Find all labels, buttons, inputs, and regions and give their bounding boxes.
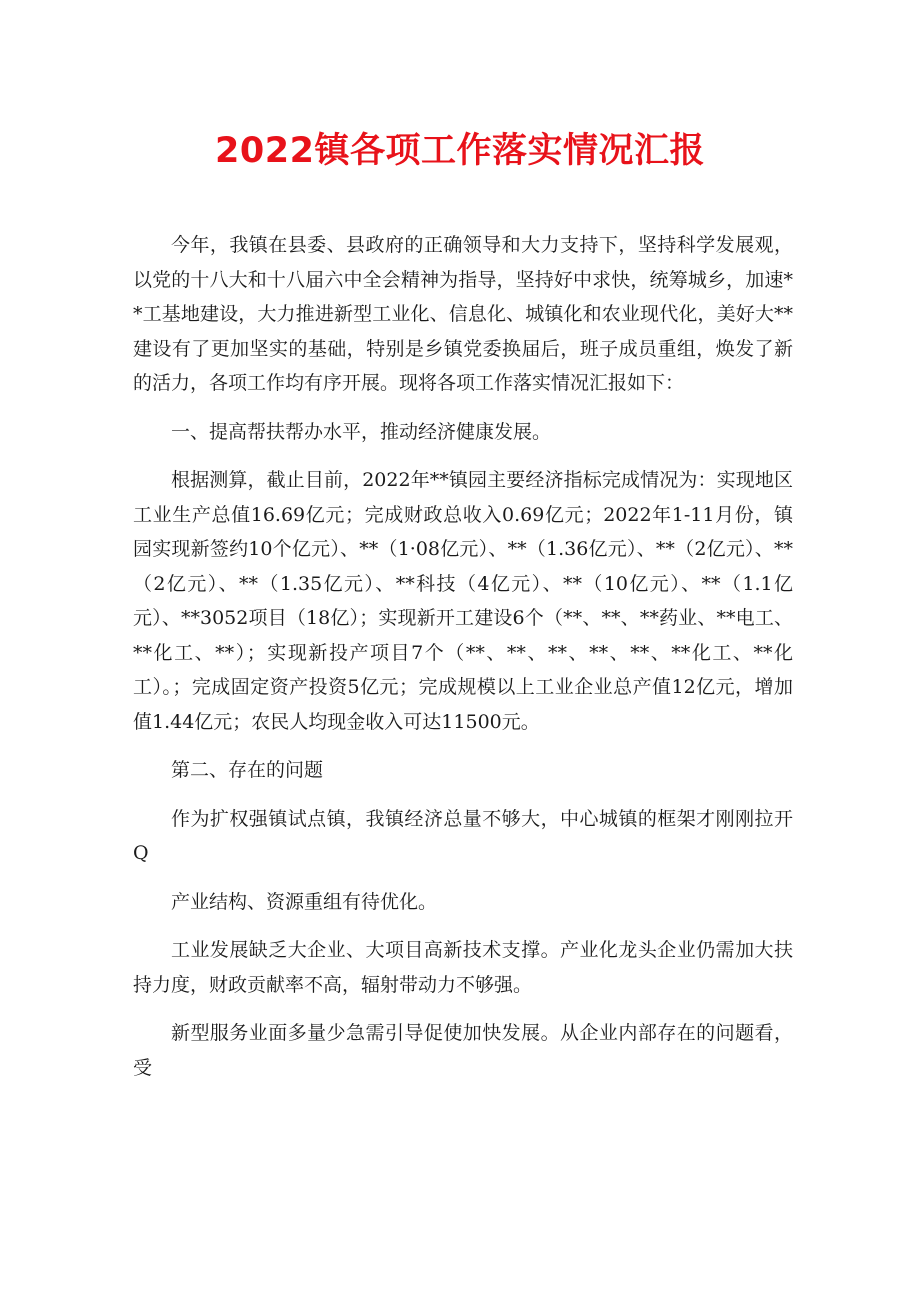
document-title: 2022镇各项工作落实情况汇报: [215, 131, 705, 171]
section-heading-1: 一、提高帮扶帮办水平，推动经济健康发展。: [171, 420, 552, 443]
paragraph-problem-1: 作为扩权强镇试点镇，我镇经济总量不够大，中心城镇的框架才刚刚拉开Q: [133, 807, 793, 864]
paragraph-intro: 今年，我镇在县委、县政府的正确领导和大力支持下，坚持科学发展观，以党的十八大和十八届六中全会精神为指导，坚持好中求快，统筹城乡，加速**工基地建设，大力推进新型工业化、信息化、城镇化和农业现代化，美好大**建设有了更加坚实的基础，特别是乡镇党委换届后，班子成员重组，焕发了新的活力，各项工作均有序开展。现将各项工作落实情况汇报如下：: [133, 234, 793, 394]
paragraph-problem-4: 新型服务业面多量少急需引导促使加快发展。从企业内部存在的问题看，受: [133, 1022, 793, 1079]
paragraph-economic-indicators: 根据测算，截止目前，2022年**镇园主要经济指标完成情况为：实现地区工业生产总值16.69亿元；完成财政总收入0.69亿元；2022年1-11月份，镇园实现新签约10个亿元）、**（1·08亿元）、**（1.36亿元）、**（2亿元）、**（2亿元）、**（1.35亿元）、**科技（4亿元）、**（10亿元）、**（1.1亿元）、**3052项目（18亿）；实现新开工建设6个（**、**、**药业、**电工、**化工、**）；实现新投产项目7个（**、**、**、**、**、**化工、**化工）。；完成固定资产投资5亿元；完成规模以上工业企业总产值12亿元，增加值1.44亿元；农民人均现金收入可达11500元。: [133, 469, 793, 733]
document-body: [133, 228, 793, 1099]
paragraph-problem-3: 工业发展缺乏大企业、大项目高新技术支撑。产业化龙头企业仍需加大扶持力度，财政贡献率不高，辐射带动力不够强。: [133, 939, 793, 996]
paragraph-problem-2: 产业结构、资源重组有待优化。: [171, 890, 438, 913]
section-heading-2: 第二、存在的问题: [171, 759, 324, 781]
